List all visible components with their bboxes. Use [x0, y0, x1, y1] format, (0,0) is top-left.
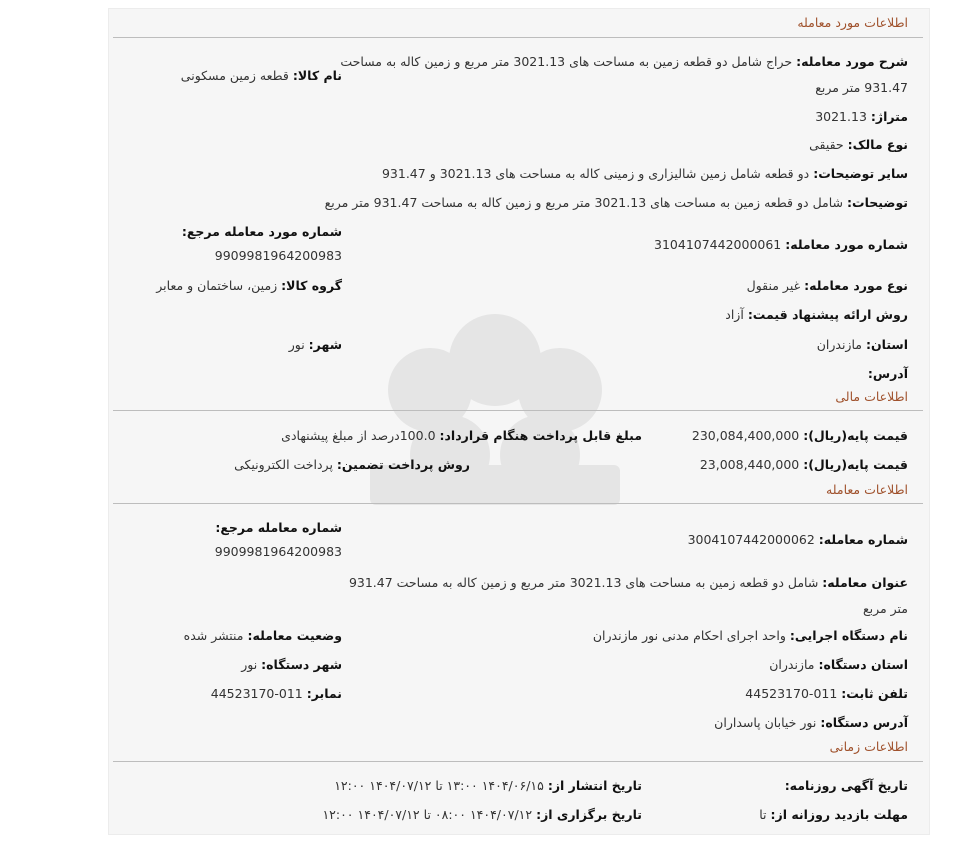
- hold-date-value: ۱۴۰۴/۰۷/۱۲ ۰۸:۰۰ تا ۱۴۰۴/۰۷/۱۲ ۱۲:۰۰: [322, 807, 533, 822]
- meterage-label: متراژ:: [870, 109, 908, 124]
- organization-name: [593, 628, 908, 643]
- transaction-ref-label: شماره معامله مرجع:: [215, 520, 342, 535]
- province-label: استان:: [865, 337, 908, 352]
- section-title-item: اطلاعات مورد معامله: [797, 15, 908, 30]
- transaction-status-label: وضعیت معامله:: [247, 628, 342, 643]
- guarantee-method: [234, 457, 470, 472]
- divider: [113, 410, 923, 411]
- divider: [113, 503, 923, 504]
- publish-date-value: ۱۴۰۴/۰۶/۱۵ ۱۳:۰۰ تا ۱۴۰۴/۰۷/۱۲ ۱۲:۰۰: [334, 778, 544, 793]
- base-price-1-label: قیمت پایه(ریال):: [803, 428, 908, 443]
- base-price-2-value: 23,008,440,000: [699, 457, 800, 472]
- base-price-1-value: 230,084,400,000: [691, 428, 800, 443]
- organization-city-label: شهر دستگاه:: [261, 657, 342, 672]
- payable-amount-label: مبلغ قابل پرداخت هنگام قرارداد:: [439, 428, 642, 443]
- item-number-label: شماره مورد معامله:: [785, 237, 908, 252]
- phone-value: 011-44523170: [745, 686, 838, 701]
- other-notes: [382, 166, 908, 181]
- item-number: [654, 237, 908, 252]
- notes-label: توضیحات:: [847, 195, 908, 210]
- newspaper-ad-label: تاریخ آگهی روزنامه:: [784, 778, 908, 793]
- payable-amount-value: 100.0درصد از مبلغ پیشنهادی: [281, 428, 436, 443]
- section-title-timing: اطلاعات زمانی: [829, 739, 908, 754]
- owner-type-label: نوع مالک:: [847, 137, 908, 152]
- transaction-number-value: 3004107442000062: [687, 532, 815, 547]
- base-price-1: [692, 428, 908, 443]
- organization-name-value: واحد اجرای احکام مدنی نور مازندران: [592, 628, 786, 643]
- item-description-label: شرح مورد معامله:: [796, 54, 908, 69]
- divider: [113, 761, 923, 762]
- daily-visit-value: تا: [759, 807, 767, 822]
- daily-visit: [759, 807, 908, 822]
- watermark-logo: [310, 240, 680, 610]
- province: [817, 337, 908, 352]
- organization-address-value: نور خیابان پاسداران: [714, 715, 817, 730]
- offer-method-value: آزاد: [725, 307, 744, 322]
- base-price-2: [700, 457, 908, 472]
- organization-address-label: آدرس دستگاه:: [820, 715, 908, 730]
- transaction-subject-line2: متر مربع: [862, 601, 908, 616]
- other-notes-label: سایر توضیحات:: [813, 166, 908, 181]
- goods-group: [156, 278, 342, 293]
- transaction-number-label: شماره معامله:: [818, 532, 908, 547]
- item-description-line2: 931.47 متر مربع: [815, 80, 908, 95]
- transaction-status: [184, 628, 342, 643]
- guarantee-method-value: پرداخت الکترونیکی: [234, 457, 333, 472]
- payable-amount: [281, 428, 642, 443]
- hold-date-label: تاریخ برگزاری از:: [536, 807, 642, 822]
- notes-value: شامل دو قطعه زمین به مساحت های 3021.13 متر مربع و زمین کاله به مساحت 931.47 متر مربع: [324, 195, 844, 210]
- publish-date: [334, 778, 642, 793]
- goods-name-label: نام کالا:: [292, 68, 342, 83]
- divider: [113, 37, 923, 38]
- publish-date-label: تاریخ انتشار از:: [547, 778, 642, 793]
- goods-group-value: زمین، ساختمان و معابر: [156, 278, 278, 293]
- organization-city: [241, 657, 342, 672]
- goods-group-label: گروه کالا:: [281, 278, 342, 293]
- base-price-2-label: قیمت پایه(ریال):: [803, 457, 908, 472]
- transaction-ref-value: 9909981964200983: [214, 544, 342, 559]
- fax: [211, 686, 342, 701]
- goods-name: [181, 68, 342, 83]
- other-notes-value: دو قطعه شامل زمین شالیزاری و زمینی کاله به مساحت های 3021.13 و 931.47: [381, 166, 810, 181]
- section-title-transaction: اطلاعات معامله: [826, 482, 908, 497]
- fax-value: 011-44523170: [210, 686, 303, 701]
- item-type-label: نوع مورد معامله:: [804, 278, 908, 293]
- organization-address: [714, 715, 908, 730]
- offer-method: [725, 307, 908, 322]
- city: [289, 337, 342, 352]
- section-title-financial: اطلاعات مالی: [835, 389, 908, 404]
- owner-type-value: حقیقی: [809, 137, 844, 152]
- transaction-subject-label: عنوان معامله:: [822, 575, 908, 590]
- guarantee-method-label: روش پرداخت تضمین:: [336, 457, 470, 472]
- meterage: [815, 109, 908, 124]
- organization-province: [769, 657, 908, 672]
- transaction-subject: [349, 575, 908, 590]
- notes: [325, 195, 908, 210]
- phone: [745, 686, 908, 701]
- owner-type: [809, 137, 908, 152]
- organization-city-value: نور: [241, 657, 258, 672]
- organization-province-label: استان دستگاه:: [818, 657, 908, 672]
- hold-date: [322, 807, 642, 822]
- fax-label: نمابر:: [306, 686, 342, 701]
- transaction-number: [688, 532, 908, 547]
- item-number-value: 3104107442000061: [654, 237, 782, 252]
- city-value: نور: [288, 337, 305, 352]
- item-type: [747, 278, 908, 293]
- transaction-subject-line1: شامل دو قطعه زمین به مساحت های 3021.13 متر مربع و زمین کاله به مساحت 931.47: [348, 575, 819, 590]
- organization-province-value: مازندران: [769, 657, 815, 672]
- phone-label: تلفن ثابت:: [841, 686, 908, 701]
- item-description: [340, 54, 908, 69]
- goods-name-value: قطعه زمین مسکونی: [180, 68, 289, 83]
- meterage-value: 3021.13: [815, 109, 867, 124]
- item-type-value: غیر منقول: [746, 278, 801, 293]
- item-description-line1: حراج شامل دو قطعه زمین به مساحت های 3021.13 متر مربع و زمین کاله به مساحت: [340, 54, 793, 69]
- offer-method-label: روش ارائه پیشنهاد قیمت:: [747, 307, 908, 322]
- item-ref-label: شماره مورد معامله مرجع:: [181, 224, 342, 239]
- daily-visit-label: مهلت بازدید روزانه از:: [770, 807, 908, 822]
- organization-name-label: نام دستگاه اجرایی:: [789, 628, 908, 643]
- address-label: آدرس:: [867, 366, 908, 381]
- city-label: شهر:: [308, 337, 342, 352]
- item-ref-value: 9909981964200983: [214, 248, 342, 263]
- transaction-status-value: منتشر شده: [183, 628, 244, 643]
- province-value: مازندران: [816, 337, 862, 352]
